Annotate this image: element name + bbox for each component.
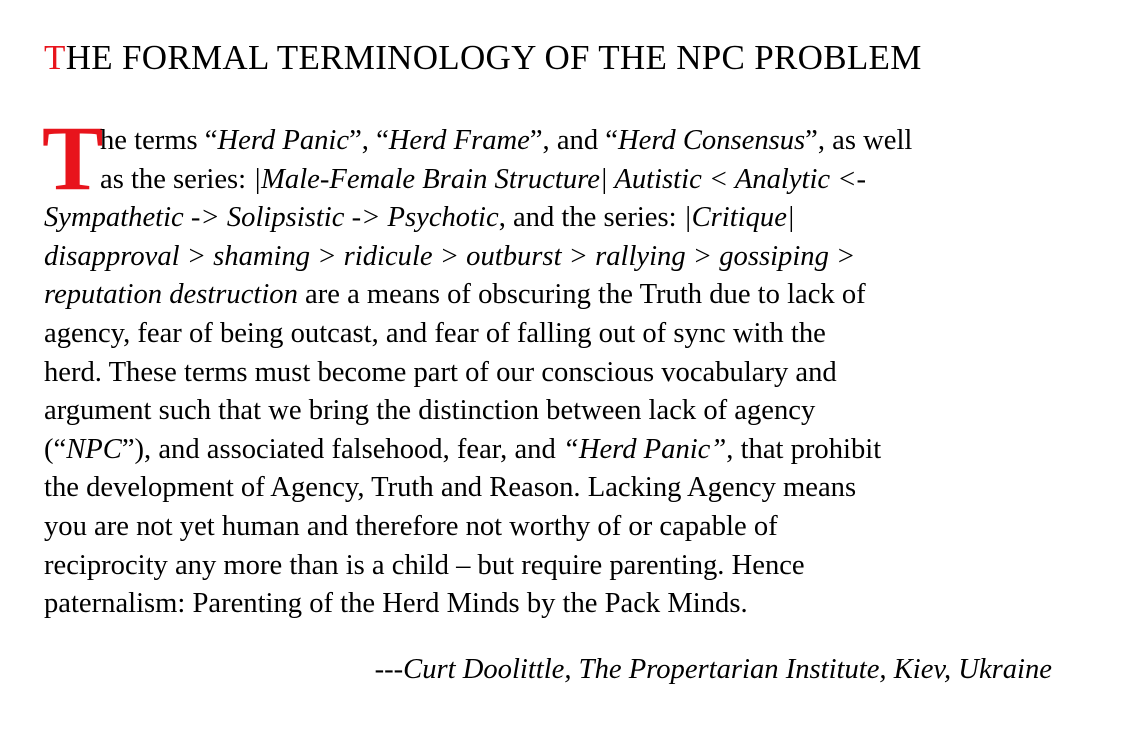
italic-term: “Herd Panic” [562,433,727,465]
text-run: are a means of obscuring the Truth due to lack of [297,279,866,311]
italic-term: disapproval > shaming > ridicule > outburst > rallying > gossiping > [44,240,856,272]
text-run: the development of Agency, Truth and Reason. Lacking Agency means [44,472,857,504]
paragraph-line [44,394,815,428]
paragraph-line [44,356,837,390]
italic-term: Herd Frame [388,125,530,156]
paragraph-line [44,549,805,583]
text-run: paternalism: Parenting of the Herd Minds by the Pack Minds. [44,588,748,620]
text-run: reciprocity any more than is a child – but require parenting. Hence [44,549,805,581]
paragraph-line [44,317,826,351]
paragraph-line [44,471,856,505]
text-run: as the series: [100,163,254,195]
italic-term: Herd Consensus [617,125,806,156]
italic-term: NPC [66,433,122,465]
text-run: ”, as well [805,125,913,156]
text-run: ”, and “ [529,125,618,156]
italic-term: |Critique| [683,202,795,234]
paragraph-line [44,433,881,467]
paragraph-line [100,163,866,197]
paragraph-line [44,240,855,274]
paragraph-line [44,278,866,312]
paragraph-line [44,510,778,544]
text-run: (“ [44,433,67,465]
text-run: herd. These terms must become part of our conscious vocabulary and [44,356,837,388]
paragraph-line [44,587,748,621]
italic-term: Sympathetic -> Solipsistic -> Psychotic [44,202,499,234]
text-run: argument such that we bring the distinction between lack of agency [44,395,816,427]
text-run: he terms “ [100,125,218,156]
document-title [44,38,922,78]
text-run: ”), and associated falsehood, fear, and [121,433,563,465]
text-run: you are not yet human and therefore not worthy of or capable of [44,511,778,542]
title-rest: HE FORMAL TERMINOLOGY OF THE NPC PROBLEM [65,38,922,77]
italic-term: Herd Panic [217,125,350,156]
text-run: , and the series: [498,202,684,234]
text-run: , that prohibit [726,433,882,465]
attribution: ---Curt Doolittle, The Propertarian Institute, Kiev, Ukraine [374,654,1052,685]
drop-cap: T [42,107,104,209]
text-run: agency, fear of being outcast, and fear of falling out of sync with the [44,318,826,349]
italic-term: |Male-Female Brain Structure| Autistic < Analytic <- [253,163,867,195]
italic-term: reputation destruction [44,279,298,311]
paragraph-line [44,201,795,235]
title-first-letter: T [44,38,66,77]
text-run: ”, “ [349,125,389,156]
paragraph-line [100,124,912,158]
